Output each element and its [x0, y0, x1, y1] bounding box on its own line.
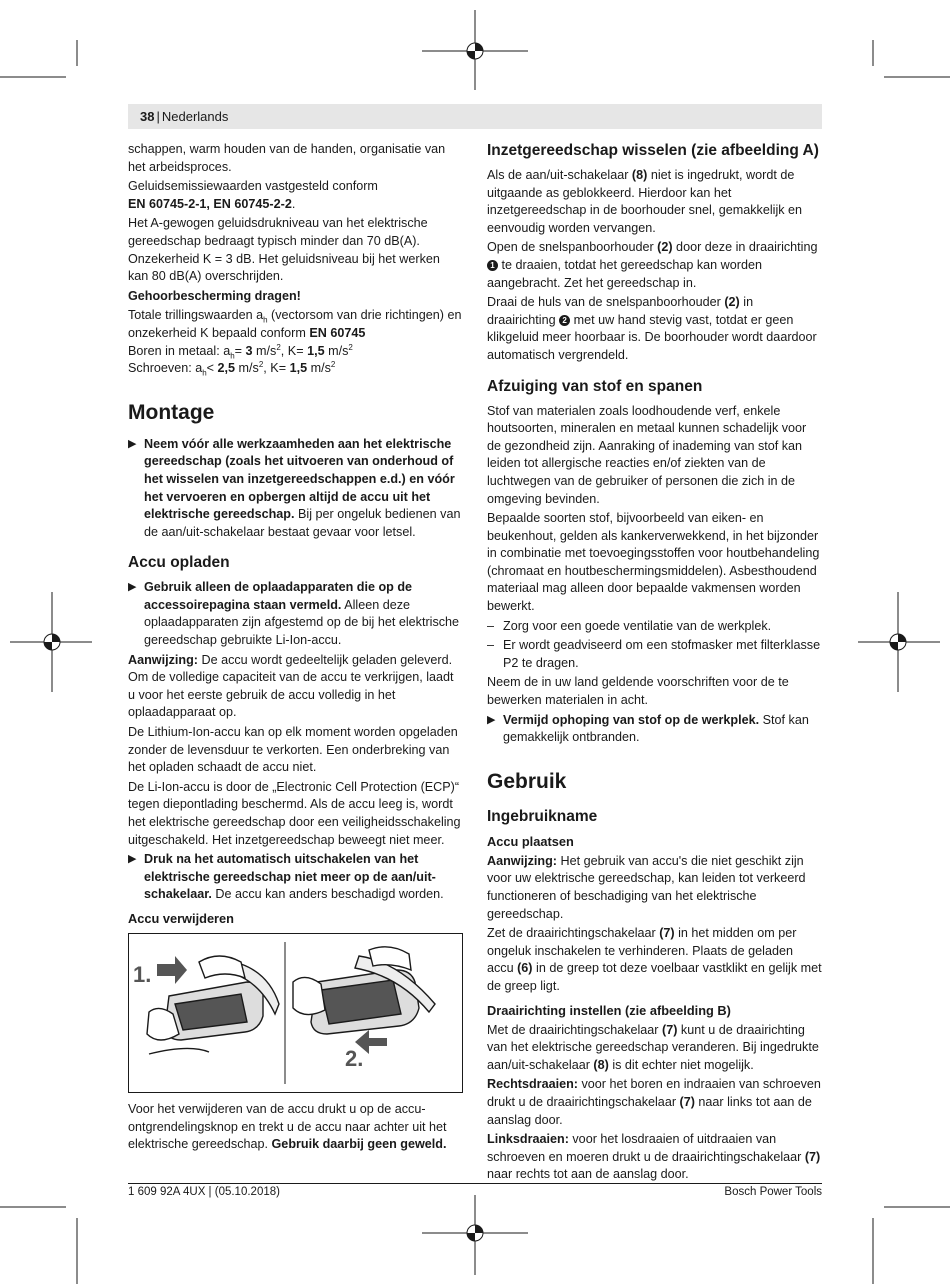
dash-list-item [487, 637, 822, 672]
text: in het midden om per ongeluk inschakelen te verhinderen. Plaats de geladen accu [487, 926, 797, 976]
subsection-heading-accu-plaatsen: Accu plaatsen [487, 833, 574, 849]
text: Zorg voor een goede ventilatie van de werkplek. [503, 618, 772, 633]
vibration-label: Schroeven: a [128, 361, 203, 376]
note-label: Aanwijzing: [487, 853, 557, 868]
paragraph [487, 239, 822, 292]
part-ref: (8) [631, 168, 648, 182]
vibration-label: Boren in metaal: a [128, 343, 231, 358]
superscript: 2 [276, 342, 281, 352]
paragraph [487, 1022, 822, 1075]
text: Er wordt geadviseerd om een stofmasker met filterklasse P2 te dragen. [503, 638, 821, 670]
subsection-heading-accu-verwijderen: Accu verwijderen [128, 910, 234, 926]
text: door deze in draairichting [672, 240, 818, 255]
text: met uw hand stevig vast, totdat er geen klikgeluid meer hoorbaar is. De boorhouder wordt daardoor automatisch vergrendeld. [487, 312, 817, 362]
part-ref: (2) [724, 295, 740, 310]
uncertainty-value: 1,5 [289, 361, 308, 376]
vibration-value: 2,5 [217, 361, 236, 376]
text: Stof kan gemakkelijk ontbranden. [503, 712, 809, 745]
unit: m/s [307, 361, 331, 376]
subsection-heading-ingebruikname: Ingebruikname [487, 807, 598, 825]
battery-removal-illustration [129, 934, 462, 1092]
unit: m/s [235, 361, 259, 376]
direction-2-icon: 2 [559, 315, 570, 326]
footer-document-id: 1 609 92A 4UX | (05.10.2018) [128, 1186, 280, 1198]
text: naar links tot aan de aanslag door. [487, 1094, 812, 1127]
part-ref: (7) [662, 1022, 678, 1037]
triangle-bullet-icon: ▶ [128, 853, 137, 866]
warning-text: Gebruik daarbij geen geweld. [271, 1137, 447, 1152]
figure-step-2-label: 2. [345, 1045, 364, 1071]
text: in draairichting [487, 295, 754, 327]
standard-ref: EN 60745 [309, 325, 366, 340]
registration-mark-top [467, 43, 483, 59]
paragraph: De Li-Ion-accu is door de „Electronic Cell Protection (ECP)“ tegen diepontlading beschermd. Als de accu leeg is, wordt het elektrische gereedschap door een veiligheidsschakeling uitgeschakeld. Het inzetgereedschap beweegt niet meer. [128, 779, 461, 847]
text: Voor het verwijderen van de accu drukt u op de accu-ontgrendelingsknop en trekt u de accu naar achter uit het elektrische gereedschap. [128, 1101, 447, 1152]
text: De accu wordt gedeeltelijk geladen geleverd. Om de volledige capaciteit van de accu te verkrijgen, laadt u voor het eerste gebruik de accu volledig in het oplaadapparaat op. [128, 652, 454, 720]
triangle-bullet-icon: ▶ [128, 437, 137, 450]
term-label: Linksdraaien: [487, 1132, 569, 1147]
figure-step-1-label: 1. [133, 961, 152, 987]
superscript: 2 [258, 359, 264, 369]
warning-text: Vermijd ophoping van stof op de werkplek. [503, 712, 760, 727]
hearing-protection-note: Gehoorbescherming dragen! [128, 288, 301, 303]
text: naar rechts tot aan de aanslag door. [487, 1167, 689, 1182]
part-ref: (6) [517, 961, 533, 976]
text: Totale trillingswaarden a [128, 308, 264, 323]
paragraph: Stof van materialen zoals loodhoudende verf, enkele houtsoorten, mineralen en metaal kunnen schadelijk voor de gezondheid zijn. Aanraking of inademing van stof kan leiden tot allergische reacties en/of ziekten van de luchtwegen van de gebruiker of personen die zich in de omgeving bevinden. [487, 403, 807, 506]
part-ref: (7) [804, 1149, 821, 1164]
text: Alleen deze oplaadapparaten zijn afgestemd op de bij het elektrische gereedschap gebruikte Li-Ion-accu. [144, 597, 460, 648]
triangle-bullet-icon: ▶ [128, 581, 137, 594]
header-separator: | [156, 109, 160, 124]
warning-text: Gebruik alleen de oplaadapparaten die op de accessoirepagina staan vermeld. [144, 580, 413, 612]
text: Met de draairichtingschakelaar [487, 1022, 663, 1037]
paragraph: Neem de in uw land geldende voorschriften voor de te bewerken materialen in acht. [487, 675, 789, 708]
warning-bullet [128, 851, 463, 904]
paragraph: Het A-gewogen geluidsdrukniveau van het elektrische gereedschap bedraagt typisch minder dan 70 dB(A). Onzekerheid K = 3 dB. Het geluidsniveau bij het werken kan 80 dB(A) overschrijden. [128, 216, 440, 284]
text: in de greep tot deze voelbaar vastklikt en gelijk met de greep ligt. [487, 961, 822, 993]
paragraph [128, 1101, 463, 1154]
part-ref: (7) [679, 1094, 695, 1109]
text: is dit echter niet mogelijk. [608, 1057, 754, 1072]
term-label: Rechtsdraaien: [487, 1077, 578, 1092]
battery-removal-figure [128, 933, 463, 1093]
text: Zet de draairichtingschakelaar [487, 926, 660, 941]
subscript: h [263, 315, 268, 325]
text: Draai de huls van de snelspanboorhouder [487, 295, 725, 310]
vibration-value: 3 [245, 343, 253, 358]
arrow-icon-1 [157, 956, 187, 984]
warning-bullet [487, 712, 822, 747]
left-column [128, 141, 463, 1156]
text: Het gebruik van accu's die niet geschikt zijn voor uw elektrische gereedschap, kan leiden tot verkeerd functioneren of beschadiging van het elektrische gereedschap. [487, 853, 806, 921]
text: niet is ingedrukt, wordt de uitgaande as geblokkeerd. Hierdoor kan het inzetgereedschap in de boorhouder snel, gemakkelijk en eenvoudig worden vervangen. [487, 168, 803, 235]
dash-icon: – [487, 638, 495, 653]
text: Geluidsemissiewaarden vastgesteld conform [128, 179, 378, 194]
warning-text: Neem vóór alle werkzaamheden aan het elektrische gereedschap (zoals het uitvoeren van onderhoud of het wisselen van inzetgereedschappen e.d.) en vóór het vervoeren en opbergen altijd de accu uit het elektrische gereedschap. [144, 436, 455, 522]
paragraph [487, 167, 822, 237]
page-footer [128, 1183, 822, 1198]
text: kunt u de draairichting van het elektrische gereedschap veranderen. Bij ingedrukte aan/uit-schakelaar [487, 1022, 819, 1072]
text: , K= [263, 361, 290, 376]
registration-mark-right [890, 634, 906, 650]
paragraph [487, 1131, 822, 1184]
superscript: 2 [330, 359, 336, 369]
direction-1-icon: 1 [487, 260, 498, 271]
part-ref: (2) [657, 240, 673, 255]
dash-icon: – [487, 618, 495, 633]
section-heading-montage: Montage [128, 400, 215, 424]
subscript: h [230, 351, 235, 361]
warning-text: Druk na het automatisch uitschakelen van het elektrische gereedschap niet meer op de aan/uit-schakelaar. [144, 852, 436, 902]
paragraph [487, 925, 822, 995]
text: (vectorsom van drie richtingen) en onzekerheid K bepaald conform [128, 308, 462, 340]
dash-list-item [487, 618, 822, 636]
text: Bij per ongeluk bedienen van de aan/uit-schakelaar bestaat gevaar voor letsel. [144, 507, 461, 539]
text: < [206, 361, 218, 376]
part-ref: (8) [593, 1057, 609, 1072]
header-language: Nederlands [161, 109, 229, 124]
footer-brand: Bosch Power Tools [724, 1186, 822, 1198]
unit: m/s [252, 343, 277, 358]
uncertainty-value: 1,5 [307, 343, 325, 358]
page-header [128, 104, 822, 129]
paragraph: Bepaalde soorten stof, bijvoorbeeld van eiken- en beukenhout, gelden als kankerverwekkend, in het bijzonder in combinatie met toevoegingsstoffen voor houtbehandeling (chromaat en houtbeschermingsmiddelen). Asbesthoudend materiaal mag alleen door bepaalde vakmensen worden bewerkt. [487, 511, 820, 614]
right-column [487, 141, 822, 1186]
registration-mark-left [44, 634, 60, 650]
paragraph [487, 853, 822, 923]
paragraph: Geluidsemissiewaarden vastgesteld conform EN 60745-2-1, EN 60745-2-2. [128, 179, 378, 211]
text: voor het losdraaien of uitdraaien van schroeven en moeren drukt u de draairichtingschakelaar [487, 1132, 805, 1164]
text: De accu kan anders beschadigd worden. [211, 887, 444, 902]
part-ref: (7) [659, 926, 675, 941]
section-heading-gebruik: Gebruik [487, 769, 567, 793]
triangle-bullet-icon: ▶ [487, 713, 496, 726]
subsection-heading-afzuiging: Afzuiging van stof en spanen [487, 377, 703, 395]
text: = [234, 343, 246, 358]
text: voor het boren en indraaien van schroeven drukt u de draairichtingschakelaar [487, 1077, 821, 1109]
subscript: h [202, 368, 207, 378]
paragraph: schappen, warm houden van de handen, organisatie van het arbeidsproces. [128, 142, 446, 174]
subsection-heading-draairichting: Draairichting instellen (zie afbeelding B) [487, 1002, 731, 1018]
paragraph [487, 1076, 822, 1129]
registration-mark-bottom [467, 1225, 483, 1241]
warning-bullet [128, 436, 463, 542]
text: , K= [280, 343, 308, 358]
note-label: Aanwijzing: [128, 652, 198, 667]
text: Open de snelspanboorhouder [487, 240, 658, 255]
unit: m/s [324, 343, 349, 358]
paragraph [128, 307, 463, 377]
text: Als de aan/uit-schakelaar [487, 168, 632, 182]
text: te draaien, totdat het gereedschap kan worden aangebracht. Zet het gereedschap in. [487, 257, 762, 290]
paragraph-bold [128, 288, 463, 306]
paragraph [128, 652, 463, 722]
battery-right-drawing [293, 947, 435, 1034]
superscript: 2 [348, 342, 353, 352]
subsection-heading-inzetgereedschap: Inzetgereedschap wisselen (zie afbeelding A) [487, 142, 819, 159]
page-number: 38 [140, 109, 155, 124]
paragraph: De Lithium-Ion-accu kan op elk moment worden opgeladen zonder de levensduur te verkorten. Een onderbreking van het opladen schaadt de accu niet. [128, 725, 458, 775]
warning-bullet [128, 579, 463, 649]
subsection-heading-accu-opladen: Accu opladen [128, 554, 230, 572]
standard-ref: EN 60745-2-1, EN 60745-2-2 [128, 196, 292, 211]
paragraph [487, 294, 822, 364]
